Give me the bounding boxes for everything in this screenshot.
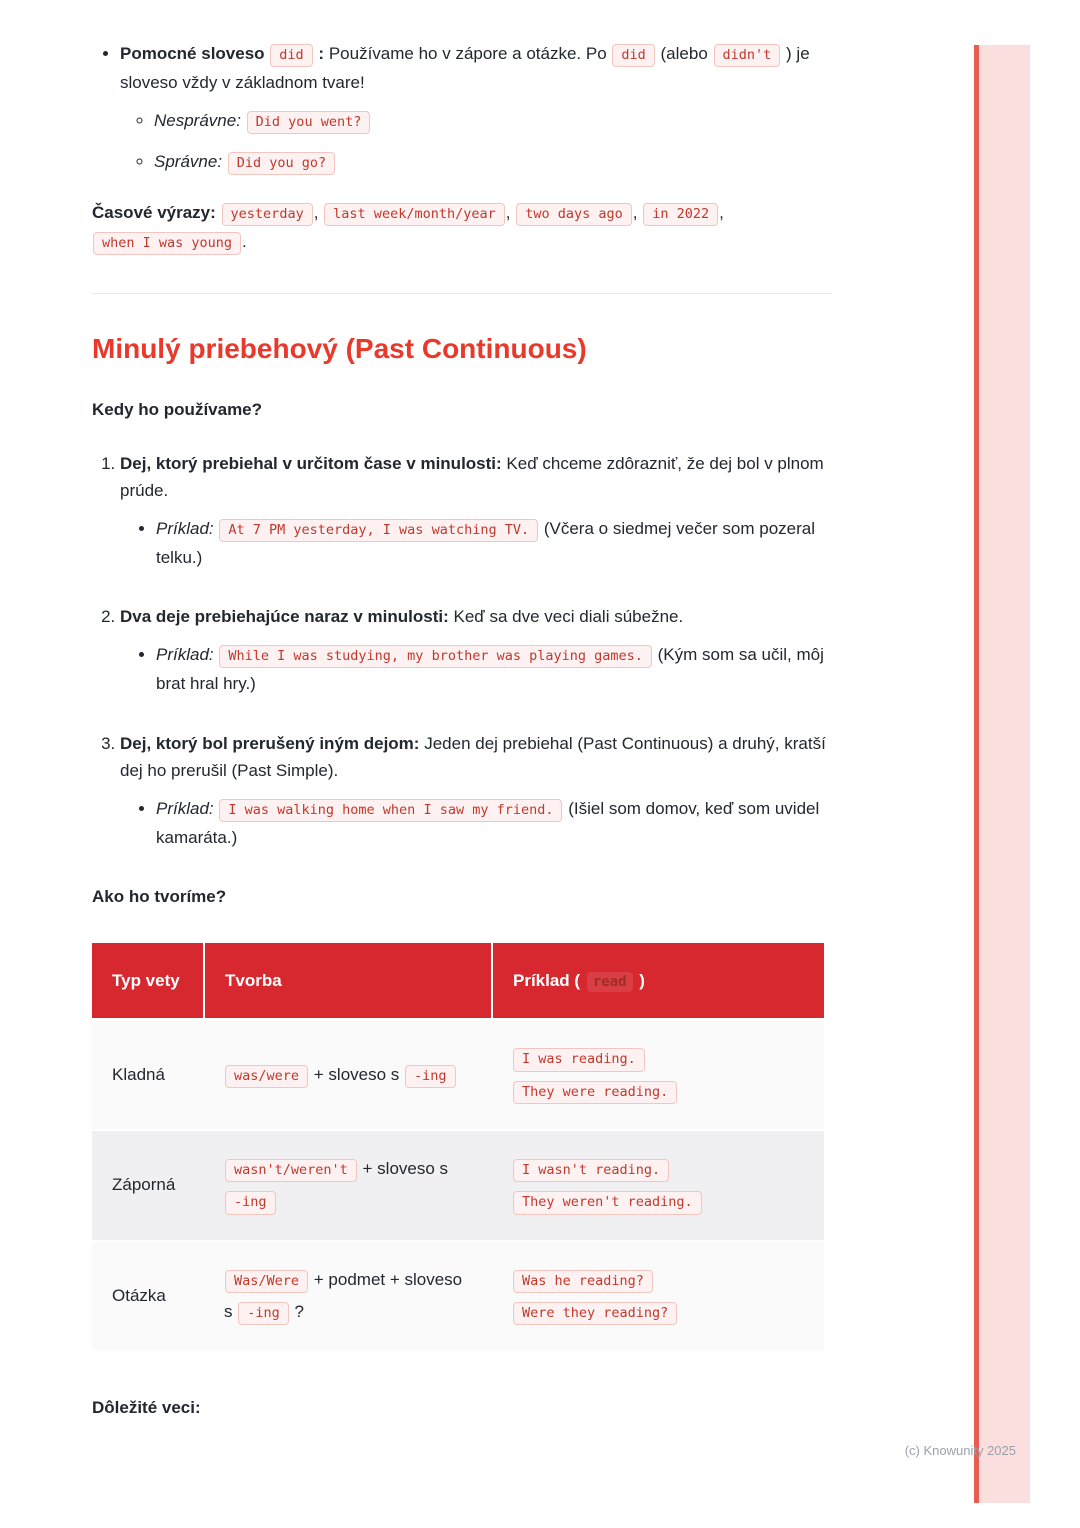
form-text: + podmet + sloveso s (224, 1269, 463, 1321)
example-list (120, 641, 832, 698)
conjugation-table (92, 943, 824, 1350)
code-chip-example-3: I was walking home when I saw my friend. (219, 799, 562, 822)
section-title: Minulý priebehový (Past Continuous) (92, 333, 587, 365)
cell-example (492, 1130, 824, 1241)
table-row-question (92, 1241, 824, 1351)
code-chip-ing: -ing (405, 1065, 456, 1088)
list-item-usage-2 (120, 603, 832, 697)
separator: , (632, 203, 638, 223)
form-text: ? (294, 1301, 304, 1321)
header-example-suffix: ) (639, 970, 645, 990)
table-header-row (92, 943, 824, 1020)
list-item-right (154, 148, 832, 177)
sub-list (120, 107, 832, 177)
header-cell-type: Typ vety (92, 943, 204, 1020)
code-chip-ing: -ing (225, 1191, 276, 1214)
sentence-end: . (242, 232, 247, 252)
code-chip-form: was/were (225, 1065, 308, 1088)
usage-heading: Kedy ho používame? (92, 400, 263, 420)
important-heading: Dôležité veci: (92, 1398, 201, 1418)
code-chip-right-example: Did you go? (228, 152, 335, 175)
code-chip-wrong-example: Did you went? (247, 111, 371, 134)
usage-text: Keď sa dve veci diali súbežne. (453, 607, 684, 627)
usage-bold: Dva deje prebiehajúce naraz v minulosti: (120, 607, 449, 627)
code-chip-time-2: last week/month/year (324, 203, 505, 226)
code-chip-sentence: Was he reading? (513, 1270, 653, 1293)
form-text: + sloveso s (313, 1064, 400, 1084)
code-chip-form: Was/Were (225, 1270, 308, 1293)
separator: , (505, 203, 511, 223)
right-label: Správne: (154, 151, 223, 171)
header-cell-example (492, 943, 824, 1020)
cell-example (492, 1241, 824, 1351)
usage-text: Jeden dej prebiehal (Past Continuous) a druhý, kratší dej ho prerušil (Past Simple). (120, 733, 826, 781)
code-chip-sentence: I wasn't reading. (513, 1159, 669, 1182)
header-cell-form: Tvorba (204, 943, 492, 1020)
cell-type: Otázka (92, 1241, 204, 1351)
code-chip-sentence: They were reading. (513, 1081, 677, 1104)
example-list (120, 515, 832, 572)
separator: , (719, 203, 724, 223)
cell-form (204, 1019, 492, 1130)
body-text: (alebo (660, 44, 708, 63)
form-text: + sloveso s (362, 1159, 449, 1179)
cell-form (204, 1241, 492, 1351)
header-example-prefix: Príklad ( (513, 970, 581, 990)
cell-example (492, 1019, 824, 1130)
code-chip-read: read (587, 972, 633, 992)
wrong-label: Nesprávne: (154, 110, 241, 130)
list-item-wrong (154, 107, 832, 136)
table-row-negative (92, 1130, 824, 1241)
code-chip-time-1: yesterday (222, 203, 313, 226)
example-list (120, 795, 832, 852)
list-item-usage-3 (120, 730, 832, 852)
document-page (92, 40, 832, 1422)
code-chip-sentence: Were they reading? (513, 1302, 677, 1325)
code-chip-did: did (270, 44, 312, 67)
code-chip-sentence: I was reading. (513, 1048, 645, 1071)
page-edge-line (974, 45, 979, 1503)
list-item-usage-1 (120, 450, 832, 572)
code-chip-sentence: They weren't reading. (513, 1191, 702, 1214)
example-translation: (Kým som sa učil, môj brat hral hry.) (156, 644, 824, 694)
example-label: Príklad: (156, 644, 214, 664)
usage-bold: Dej, ktorý bol prerušený iným dejom: (120, 733, 420, 753)
example-translation: (Išiel som domov, keď som uvidel kamaráta.) (156, 798, 820, 847)
code-chip-example-2: While I was studying, my brother was playing games. (219, 645, 652, 668)
copyright-notice: (c) Knowunity 2025 (904, 1443, 1016, 1458)
cell-type: Kladná (92, 1019, 204, 1130)
cell-form (204, 1130, 492, 1241)
usage-list (92, 450, 832, 852)
bold-colon: : (318, 44, 325, 63)
time-expressions-line (92, 199, 832, 257)
usage-bold: Dej, ktorý prebiehal v určitom čase v minulosti: (120, 453, 502, 473)
body-text: ) je sloveso vždy v základnom tvare! (120, 44, 810, 93)
example-item (156, 795, 832, 852)
example-item (156, 515, 832, 572)
code-chip-did: did (612, 44, 654, 67)
example-label: Príklad: (156, 798, 214, 818)
code-chip-time-5: when I was young (93, 232, 241, 255)
code-chip-ing: -ing (238, 1302, 289, 1325)
section-divider (92, 293, 832, 294)
example-item (156, 641, 832, 698)
example-translation: (Včera o siedmej večer som pozeral telku.) (156, 518, 816, 567)
intro-list (92, 40, 832, 177)
bold-lead: Pomocné sloveso (120, 44, 265, 63)
cell-type: Záporná (92, 1130, 204, 1241)
table-row-affirmative (92, 1019, 824, 1130)
code-chip-example-1: At 7 PM yesterday, I was watching TV. (219, 519, 538, 542)
time-expressions-label: Časové výrazy: (92, 203, 216, 223)
example-label: Príklad: (156, 518, 214, 538)
code-chip-form: wasn't/weren't (225, 1159, 357, 1182)
body-text: Používame ho v zápore a otázke. Po (328, 44, 607, 63)
usage-text: Keď chceme zdôrazniť, že dej bol v plnom prúde. (120, 453, 824, 501)
list-item-auxiliary-verb (120, 40, 832, 177)
code-chip-time-3: two days ago (516, 203, 632, 226)
page-edge-strip (978, 45, 1030, 1503)
separator: , (313, 203, 319, 223)
code-chip-time-4: in 2022 (643, 203, 718, 226)
code-chip-didnt: didn't (714, 44, 781, 67)
form-heading: Ako ho tvoríme? (92, 887, 227, 907)
